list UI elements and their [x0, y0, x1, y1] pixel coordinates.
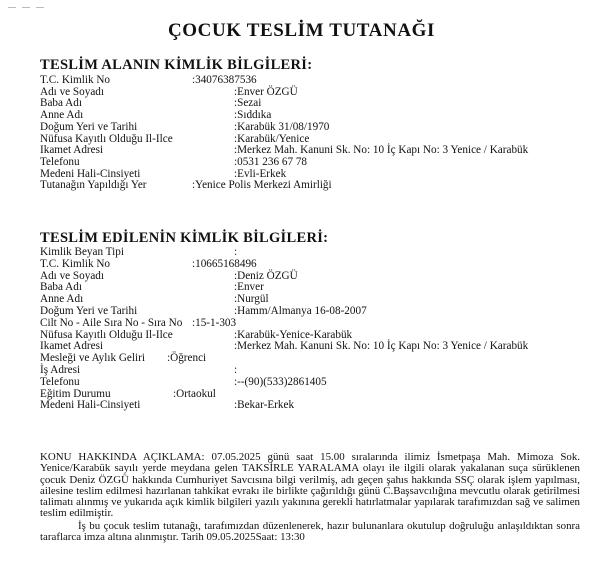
field-value: : [234, 364, 238, 376]
field-value: :34076387536 [192, 74, 257, 86]
field-label: Adı ve Soyadı [40, 85, 105, 98]
field-label: Baba Adı [40, 97, 82, 110]
field-value: :Enver [234, 281, 264, 294]
field-value: :15-1-303 [192, 316, 237, 329]
field-label: Nüfusa Kayıtlı Olduğu Il-Ilce [40, 132, 173, 145]
field-label: Medeni Hali-Cinsiyeti [40, 399, 141, 412]
field-value: :0531 236 67 78 [234, 155, 308, 168]
scan-artifact-mark [8, 6, 48, 9]
field-label: Ikamet Adresi [40, 340, 104, 353]
field-value: :Merkez Mah. Kanuni Sk. No: 10 İç Kapı No: 3 Yenice / Karabük [234, 340, 529, 353]
field-label: Doğum Yeri ve Tarihi [40, 305, 138, 317]
field-label: Kimlik Beyan Tipi [40, 246, 124, 258]
field-value: :Ortaokul [173, 387, 216, 400]
receiver-heading: TESLİM ALANIN KİMLİK BİLGİLERİ: [40, 57, 313, 73]
field-label: Baba Adı [40, 281, 82, 294]
field-label: Eğitim Durumu [40, 387, 111, 400]
field-value: :Sıddıka [234, 109, 272, 122]
explanation-paragraph: KONU HAKKINDA AÇIKLAMA: 07.05.2025 günü saat 15.00 sıralarında ilimiz İsmetpaşa Mah. Mimoza Sok. Yenice/Karabük sayılı yerde meydana gelen TAKSİRLE YARALAMA olayı ile ilgili olarak yakalanan suça sürüklenen çocuk Deniz ÖZGÜ hakkında Cumhuriyet Savcısına bilgi verilmiş, adı geçen şahıs hakkında SSÇ olarak işlem yapılması, ailesine teslim edilmesi hazırlanan tahkikat evrakı ile birlikte çağırıldığı günü C.Başsavcılığına mevcutlu olarak getirilmesi talimatı alınmış ve yukarıda açık kimlik bilgileri yazılı yakınına gerekli hatırlatmalar yapılarak tarafımızdan sağ ve salimen teslim edilmiştir. [40, 451, 580, 520]
field-value: :10665168496 [192, 257, 257, 270]
field-label: Nüfusa Kayıtlı Olduğu Il-Ilce [40, 328, 173, 341]
field-value: :Merkez Mah. Kanuni Sk. No: 10 İç Kapı No: 3 Yenice / Karabük [234, 144, 529, 157]
field-label: Telefonu [40, 155, 80, 168]
field-value: :Yenice Polis Merkezi Amirliği [192, 179, 332, 192]
field-value: :Deniz ÖZGÜ [234, 269, 298, 282]
field-value: :Karabük/Yenice [234, 132, 310, 145]
field-label: Tutanağın Yapıldığı Yer [40, 179, 147, 192]
field-label: Mesleği ve Aylık Geliri [40, 352, 145, 365]
field-label: T.C. Kimlik No [40, 257, 111, 270]
field-label: Anne Adı [40, 109, 84, 122]
field-label: Ikamet Adresi [40, 144, 104, 157]
field-label: Cilt No - Aile Sıra No - Sıra No [40, 316, 183, 329]
document-title: ÇOCUK TESLİM TUTANAĞI [167, 20, 436, 41]
field-value: :Enver ÖZGÜ [234, 85, 298, 98]
field-value: :--(90)(533)2861405 [234, 375, 327, 388]
field-value: :Bekar-Erkek [234, 399, 295, 412]
closing-paragraph: İş bu çocuk teslim tutanağı, tarafımızdan düzenlenerek, hazır bulunanlara okutulup doğruluğu anlaşıldıktan sonra taraflarca imza altına alınmıştır. Tarih 09.05.2025Saat: 13:30 [40, 520, 580, 544]
field-label: Telefonu [40, 375, 80, 388]
child-heading: TESLİM EDİLENİN KİMLİK BİLGİLERİ: [40, 230, 329, 246]
field-label: Adı ve Soyadı [40, 269, 105, 282]
field-label: Medeni Hali-Cinsiyeti [40, 167, 141, 180]
field-value: :Karabük 31/08/1970 [234, 120, 330, 133]
field-value: : [234, 246, 238, 258]
field-value: :Hamm/Almanya 16-08-2007 [234, 305, 367, 317]
field-label: İş Adresi [40, 364, 81, 376]
field-value: :Sezai [234, 97, 262, 110]
field-label: Doğum Yeri ve Tarihi [40, 120, 138, 133]
field-value: :Nurgül [234, 293, 269, 306]
field-value: :Öğrenci [167, 352, 207, 365]
field-label: T.C. Kimlik No [40, 74, 111, 86]
field-value: :Karabük-Yenice-Karabük [234, 328, 353, 341]
field-label: Anne Adı [40, 293, 84, 306]
field-value: :Evli-Erkek [234, 167, 287, 180]
